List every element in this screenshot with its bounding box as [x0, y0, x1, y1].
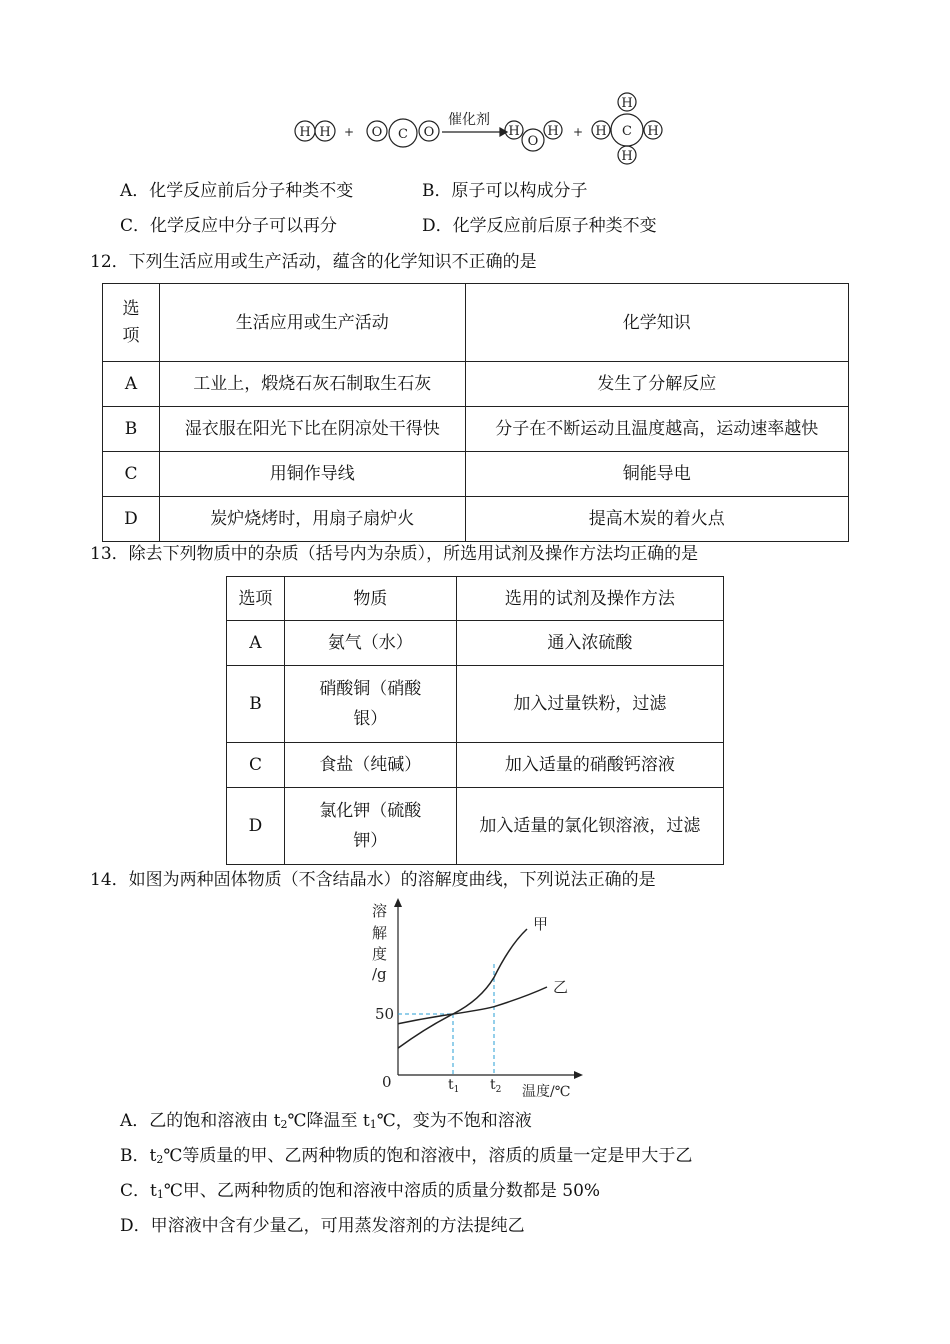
x-axis-arrow	[574, 1071, 583, 1079]
y-label-char: 溶	[372, 902, 388, 920]
q11-option-d: D．化学反应前后原子种类不变	[422, 216, 657, 236]
table-row: B 湿衣服在阳光下比在阴凉处干得快 分子在不断运动且温度越高，运动速率越快	[103, 407, 849, 452]
y-axis-arrow	[394, 898, 402, 907]
svg-text:H: H	[319, 125, 331, 140]
svg-text:H: H	[508, 124, 520, 139]
q14-option-c: C．t1℃甲、乙两种物质的饱和溶液中溶质的质量分数都是 50%	[120, 1181, 601, 1201]
series-label-jia: 甲	[533, 915, 549, 933]
y-tick-50: 50	[375, 1005, 395, 1023]
catalyst-label: 催化剂	[448, 112, 490, 128]
svg-text:O: O	[527, 134, 539, 149]
q14-option-b: B．t2℃等质量的甲、乙两种物质的饱和溶液中，溶质的质量一定是甲大于乙	[120, 1146, 693, 1166]
series-jia-curve	[398, 929, 527, 1048]
y-label-char: 解	[372, 924, 388, 942]
q12-stem: 12．下列生活应用或生产活动，蕴含的化学知识不正确的是	[90, 252, 537, 272]
q13-table	[226, 576, 724, 865]
q12-header-activity: 生活应用或生产活动	[159, 284, 465, 362]
svg-text:O: O	[423, 125, 435, 140]
table-row	[103, 284, 849, 362]
svg-text:O: O	[371, 125, 383, 140]
x-tick-t1: $t_1$	[448, 1077, 460, 1095]
x-label: 温度/℃	[522, 1084, 571, 1100]
q12-header-knowledge: 化学知识	[465, 284, 848, 362]
svg-text:+: +	[572, 125, 584, 139]
svg-text:H: H	[621, 96, 633, 111]
origin-label: 0	[382, 1073, 392, 1091]
y-label-char: 度	[372, 945, 388, 963]
svg-text:+: +	[343, 125, 355, 139]
q11-option-c: C．化学反应中分子可以再分	[120, 216, 338, 236]
svg-text:H: H	[621, 149, 633, 164]
q14-option-a: A．乙的饱和溶液由 t2℃降温至 t1℃，变为不饱和溶液	[120, 1111, 532, 1131]
table-row: A 氨气（水） 通入浓硫酸	[227, 621, 724, 666]
table-row: C 食盐（纯碱） 加入适量的硝酸钙溶液	[227, 743, 724, 788]
svg-text:H: H	[299, 125, 311, 140]
solubility-chart	[360, 895, 600, 1105]
table-row: C 用铜作导线 铜能导电	[103, 452, 849, 497]
q12-header-option: 选项	[103, 284, 160, 362]
q13-stem: 13．除去下列物质中的杂质（括号内为杂质），所选用试剂及操作方法均正确的是	[90, 544, 699, 564]
reaction-diagram	[285, 90, 675, 170]
svg-text:C: C	[622, 124, 632, 139]
table-row: B 硝酸铜（硝酸银） 加入过量铁粉，过滤	[227, 666, 724, 743]
q11-option-a: A．化学反应前后分子种类不变	[120, 181, 354, 201]
table-row: 选项 物质 选用的试剂及操作方法	[227, 577, 724, 621]
svg-text:H: H	[647, 124, 659, 139]
q14-option-d: D．甲溶液中含有少量乙，可用蒸发溶剂的方法提纯乙	[120, 1216, 525, 1236]
svg-text:H: H	[547, 124, 559, 139]
svg-text:H: H	[595, 124, 607, 139]
series-yi-curve	[398, 987, 547, 1024]
table-row: D 炭炉烧烤时，用扇子扇炉火 提高木炭的着火点	[103, 497, 849, 542]
table-row: D 氯化钾（硫酸钾） 加入适量的氯化钡溶液，过滤	[227, 788, 724, 865]
q11-option-b: B．原子可以构成分子	[422, 181, 588, 201]
y-label-char: /g	[372, 965, 387, 983]
svg-text:C: C	[398, 127, 408, 142]
q14-stem: 14．如图为两种固体物质（不含结晶水）的溶解度曲线，下列说法正确的是	[90, 870, 656, 890]
table-row: A 工业上，煅烧石灰石制取生石灰 发生了分解反应	[103, 362, 849, 407]
series-label-yi: 乙	[553, 978, 569, 996]
q12-table	[102, 283, 849, 542]
x-tick-t2: $t_2$	[490, 1077, 502, 1095]
